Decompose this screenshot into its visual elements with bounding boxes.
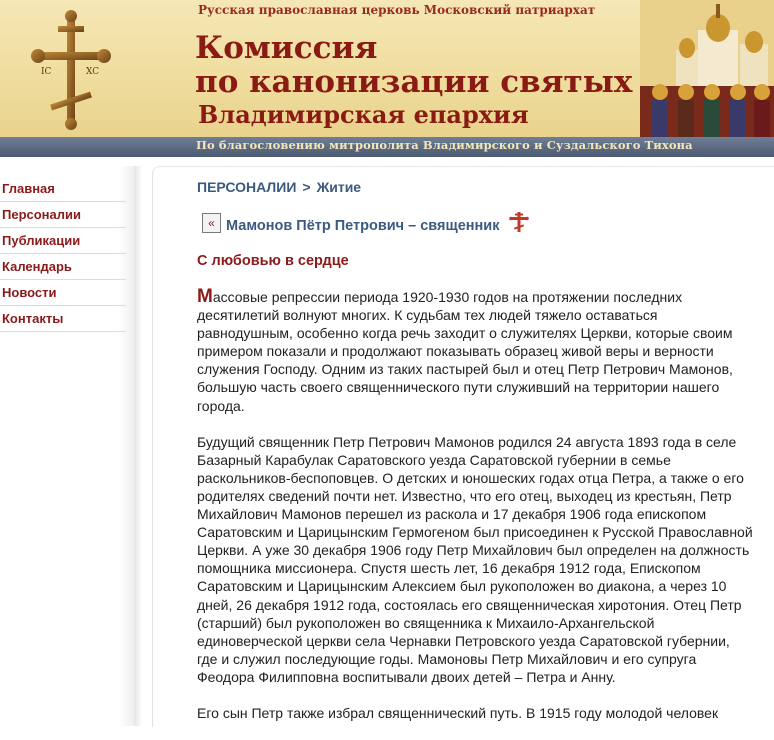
sidebar-divider [134, 166, 142, 726]
site-title-line2: по канонизации святых [195, 64, 633, 100]
logo-letters-xc: XC [86, 67, 100, 77]
article-paragraph-1 [197, 288, 753, 415]
sidebar-item-publications[interactable] [0, 228, 126, 254]
back-button[interactable]: « [202, 213, 221, 233]
sidebar [0, 166, 134, 726]
sidebar-link-persons[interactable]: Персоналии [2, 207, 82, 222]
logo-letters-ic: IC [41, 67, 52, 77]
breadcrumb-current: Житие [316, 179, 362, 195]
site-title-line1: Комиссия [195, 30, 378, 66]
article-body [197, 288, 753, 740]
church-line: Русская православная церковь Московский патриархат [198, 3, 596, 17]
breadcrumb [197, 179, 361, 195]
header-banner [0, 0, 774, 157]
article-dropcap: М [197, 286, 213, 307]
sidebar-link-contacts[interactable]: Контакты [2, 311, 64, 326]
sidebar-item-home[interactable] [0, 176, 126, 202]
article-paragraph-2: Будущий священник Петр Петрович Мамонов родился 24 августа 1893 года в селе Базарный Карабулак Саратовского уезда Саратовской губернии в семье раскольников-беспоповцев. О детских и юношеских годах отца Петра, а также о его родителях сведений почти нет. Известно, что его отец, выходец из крестьян, Петр Михайлович Мамонов перешел из раскола и 17 декабря 1906 года епископом Саратовским и Царицынским Гермогеном был присоединен к Русской Православной Церкви. А уже 30 декабря 1906 году Петр Михайлович был определен на должность помощника миссионера. Спустя шесть лет, 16 декабря 1912 года, Епископом Саратовским и Царицынским Алексием был рукоположен во диакона, а через 10 дней, 26 декабря 1912 года, состоялась его священническая хиротония. Отец Петр (старший) был рукоположен во священника к Михаило-Архангельской единоверческой церкви села Чернавки Петровского уезда Саратовской губернии, где и служил последующие годы. Мамоновы Петр Михайлович и его супруга Феодора Филипповна воспитывали двоих детей – Петра и Анну. [197, 433, 753, 685]
blessing-text: По благословению митрополита Владимирского и Суздальского Тихона [196, 138, 693, 152]
sidebar-item-persons[interactable] [0, 202, 126, 228]
sidebar-item-news[interactable] [0, 280, 126, 306]
breadcrumb-separator: > [302, 179, 311, 195]
sidebar-link-home[interactable]: Главная [2, 181, 55, 196]
church-icon-illustration [640, 0, 774, 137]
site-title-line3: Владимирская епархия [198, 100, 529, 129]
red-cross-icon [509, 211, 529, 233]
sidebar-link-calendar[interactable]: Календарь [2, 259, 72, 274]
person-title: Мамонов Пётр Петрович – священник [226, 218, 500, 234]
article-heading: С любовью в сердце [197, 253, 349, 269]
article-paragraph-3: Его сын Петр также избрал священнический путь. В 1915 году молодой человек [197, 704, 719, 721]
breadcrumb-section-link[interactable]: ПЕРСОНАЛИИ [197, 179, 297, 195]
sidebar-item-contacts[interactable] [0, 306, 126, 332]
sidebar-link-publications[interactable]: Публикации [2, 233, 81, 248]
sidebar-item-calendar[interactable] [0, 254, 126, 280]
sidebar-nav [0, 176, 126, 332]
main-content [152, 166, 774, 727]
article-paragraph-1-text: ассовые репрессии периода 1920-1930 годов на протяжении последних десятилетий волнуют многих. К судьбам тех людей тяжело оставаться равнодушным, особенно когда речь заходит о служителях Церкви, которые своим примером показали и продолжают показывать образец живой веры и верности служения Господу. Одним из таких пастырей был и отец Петр Петрович Мамонов, большую часть своего священнического пути служивший на территории нашего города. [197, 289, 733, 414]
sidebar-link-news[interactable]: Новости [2, 285, 57, 300]
orthodox-cross-logo [28, 10, 114, 130]
